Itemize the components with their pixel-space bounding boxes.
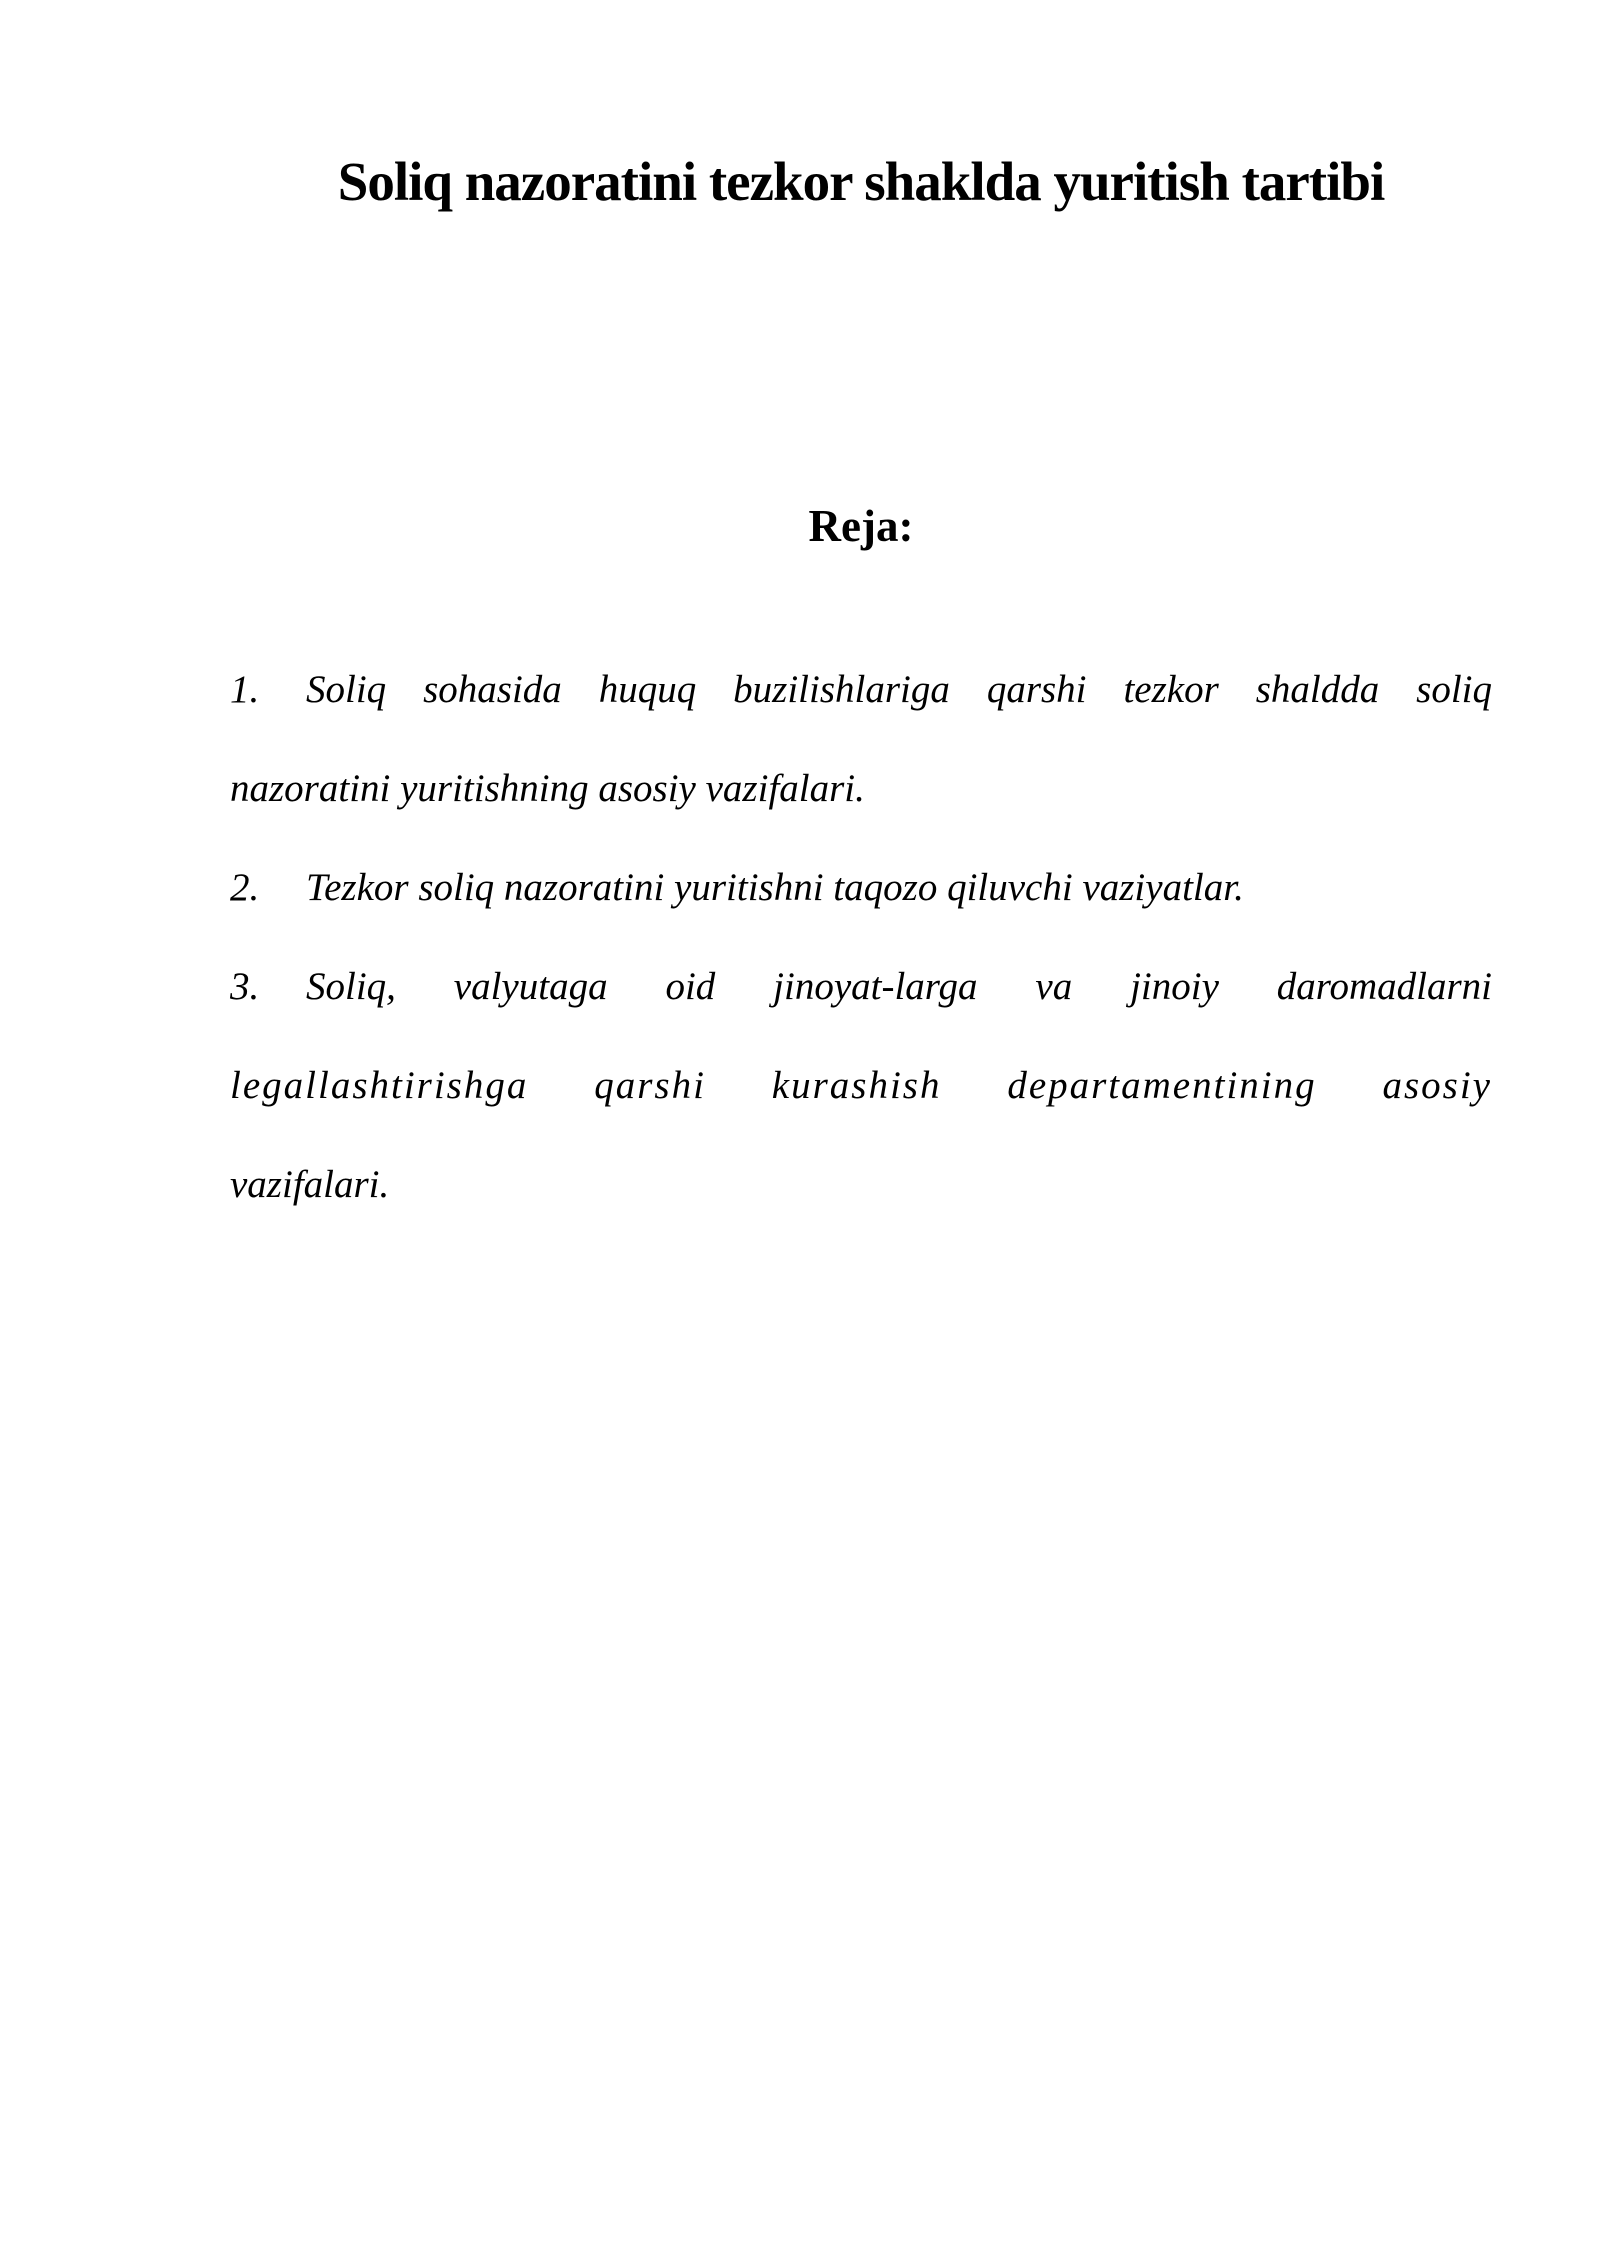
plan-item-1-line-2 (230, 759, 1492, 858)
plan-list (230, 660, 1492, 1254)
plan-item-1-number: 1. (230, 668, 260, 711)
plan-item-3-text-2: legallashtirishga qarshi kurashish departamentining asosiy (230, 1064, 1492, 1107)
plan-item-2-text-1: Tezkor soliq nazoratini yuritishni taqozo qiluvchi vaziyatlar. (306, 866, 1244, 909)
plan-item-3-line-3 (230, 1155, 1492, 1254)
plan-heading: Reja: (808, 501, 914, 551)
plan-item-1-text-1: Soliq sohasida huquq buzilishlariga qarshi tezkor shaldda soliq (306, 668, 1492, 711)
plan-item-3-line-2 (230, 1056, 1492, 1155)
plan-item-1-line-1 (230, 660, 1492, 759)
plan-item-2-line-1 (230, 858, 1492, 957)
plan-item-1-text-2: nazoratini yuritishning asosiy vazifalari. (230, 767, 865, 810)
plan-item-3-number: 3. (230, 965, 260, 1008)
plan-item-3-text-1: Soliq, valyutaga oid jinoyat-larga va jinoiy daromadlarni (306, 965, 1492, 1008)
document-title: Soliq nazoratini tezkor shaklda yuritish tartibi (337, 151, 1385, 212)
plan-item-2-number: 2. (230, 866, 260, 909)
plan-item-1 (230, 660, 1492, 858)
plan-item-3-text-3: vazifalari. (230, 1163, 390, 1206)
plan-item-2 (230, 858, 1492, 957)
plan-item-3 (230, 957, 1492, 1254)
plan-item-3-line-1 (230, 957, 1492, 1056)
